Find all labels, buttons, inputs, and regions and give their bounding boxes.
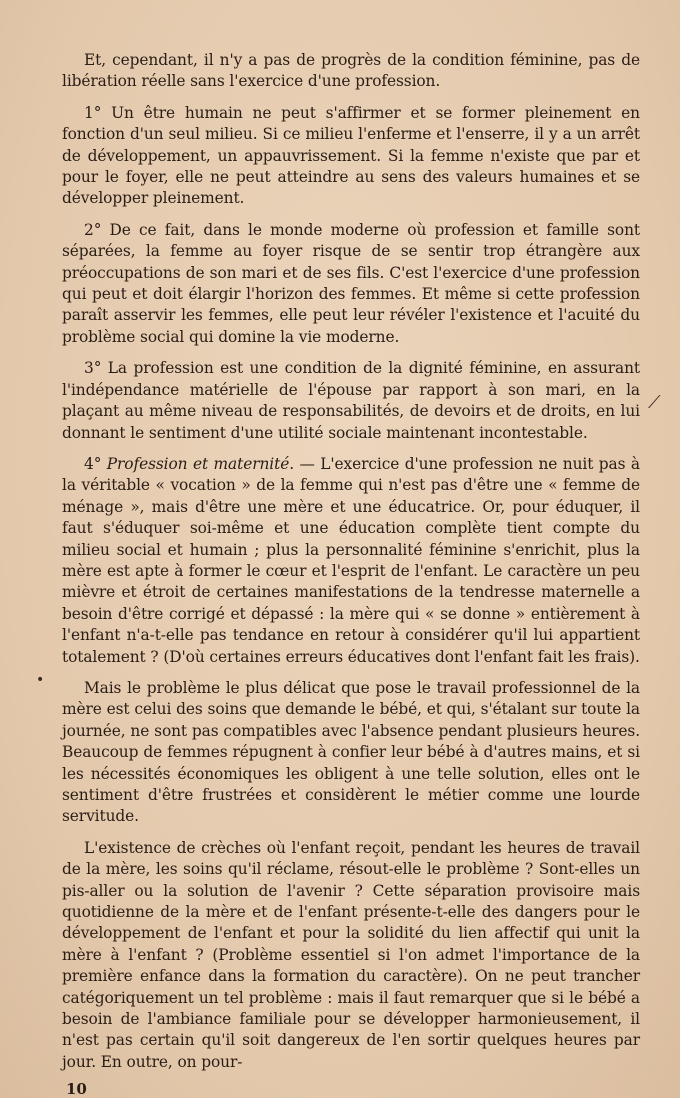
paragraph-point-3: 3° La profession est une condition de la dignité féminine, en assurant l'indépendance matérielle de l'épouse par rapport à son mari, en la plaçant au même niveau de responsabilités, de devoirs et de droits, en lui donnant le sentiment d'une utilité sociale maintenant incontestable. — [62, 359, 640, 442]
paragraph-creches-question: L'existence de crèches où l'enfant reçoit, pendant les heures de travail de la mère, les soins qu'il réclame, résout-elle le problème ? Sont-elles un pis-aller ou la solution de l'avenir ? Cette séparation provisoire mais quotidienne de la mère et de l'enfant présente-t-elle des dangers pour le développement de l'enfant et pour la solidité du lien affectif qui unit la mère à l'enfant ? (Problème essentiel si l'on admet l'importance de la première enfance dans la formation du caractère). On ne peut trancher catégoriquement un tel problème : mais il faut remarquer que si le bébé a besoin de l'ambiance familiale pour se développer harmonieusement, il n'est pas certain qu'il soit dangereux de l'en sortir quelques heures par jour. En outre, on pour- — [62, 838, 640, 1071]
point-4-number: 4° — [84, 454, 107, 473]
page-body — [62, 50, 640, 1083]
paragraph-point-2: 2° De ce fait, dans le monde moderne où profession et famille sont séparées, la femme au foyer risque de se sentir trop étrangère aux préoccupations de son mari et de ses fils. C'est l'exercice d'une profession qui peut et doit élargir l'horizon des femmes. Et même si cette profession paraît asservir les femmes, elle peut leur révéler l'existence et l'acuité du problème social qui domine la vie moderne. — [62, 220, 640, 346]
page-number: 10 — [66, 1080, 87, 1098]
paragraph-creches-problem: Mais le problème le plus délicat que pose le travail professionnel de la mère est celui des soins que demande le bébé, et qui, s'étalant sur toute la journée, ne sont pas compatibles avec l'absence pendant plusieurs heures. Beaucoup de femmes répugnent à confier leur bébé à d'autres mains, et si les nécessités économiques les obligent à une telle solution, elles ont le sentiment d'être frustrées et considèrent le métier comme une lourde servitude. — [62, 678, 640, 826]
ink-speck: • — [36, 672, 45, 688]
paragraph-point-1: 1° Un être humain ne peut s'affirmer et se former pleinement en fonction d'un seul milieu. Si ce milieu l'enferme et l'enserre, il y a un arrêt de développement, un appauvrissement. Si la femme n'existe que par et pour le foyer, elle ne peut atteindre au sens des valeurs humaines et se développer pleinement. — [62, 103, 640, 208]
margin-mark: ⟋ — [648, 392, 661, 413]
paragraph-point-4 — [62, 454, 640, 668]
paragraph-intro: Et, cependant, il n'y a pas de progrès de la condition féminine, pas de libération réelle sans l'exercice d'une profession. — [62, 51, 640, 91]
point-4-text: — L'exercice d'une profession ne nuit pas à la véritable « vocation » de la femme qui n'est pas d'être une « femme de ménage », mais d'être une mère et une éducatrice. Or, pour éduquer, il faut s'éduquer soi-même et une éducation complète tient compte du milieu social et humain ; plus la personnalité féminine s'enrichit, plus la mère est apte à former le cœur et l'esprit de l'enfant. Le caractère un peu mièvre et étroit de certaines manifestations de la tendresse maternelle a besoin d'être corrigé et dépassé : la mère qui « se donne » entièrement à l'enfant n'a-t-elle pas tendance en retour à considérer qu'il lui appartient totalement ? (D'où certaines erreurs éducatives dont l'enfant fait les frais). — [62, 454, 640, 666]
point-4-title: Profession et maternité. — [106, 454, 295, 473]
